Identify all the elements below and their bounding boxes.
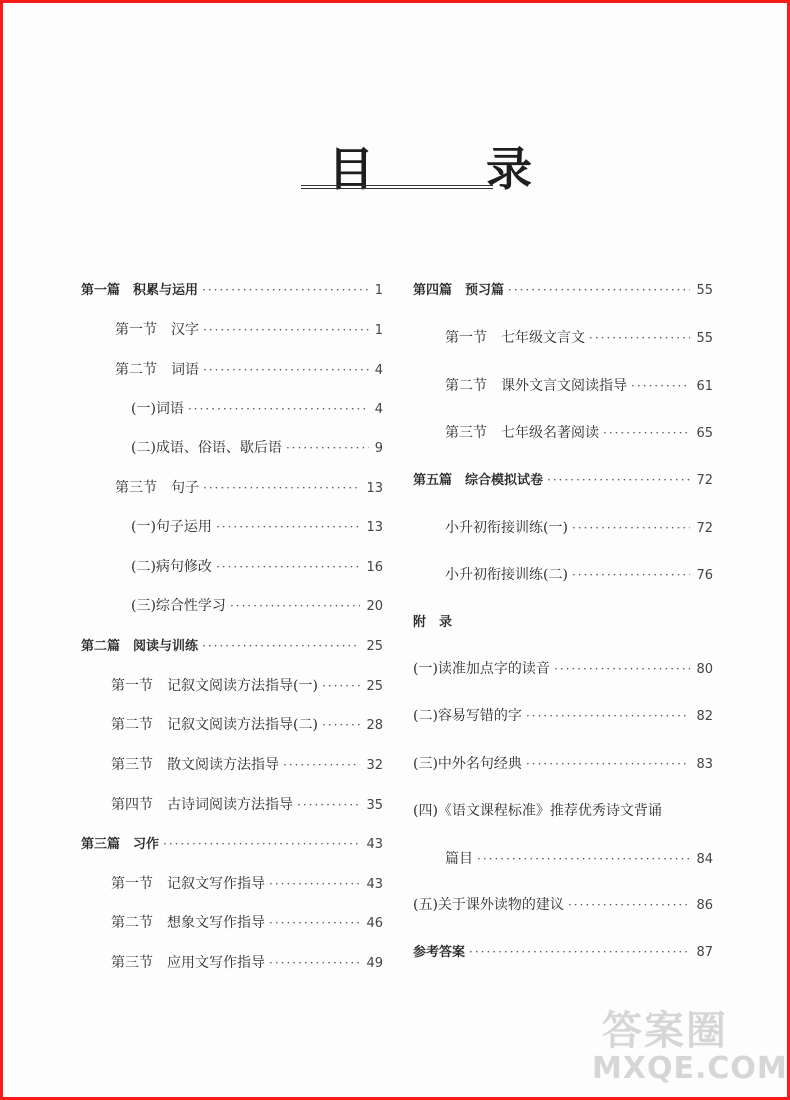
toc-entry[interactable] — [131, 556, 383, 576]
toc-entry-label: (二)成语、俗语、歇后语 — [131, 440, 282, 456]
toc-entry-label: 第一篇 积累与运用 — [81, 283, 199, 298]
toc-entry[interactable] — [445, 327, 713, 347]
toc-entry-page: 83 — [696, 757, 713, 772]
leader-dots — [203, 363, 369, 377]
toc-entry[interactable] — [115, 359, 383, 379]
toc-entry[interactable] — [445, 564, 713, 584]
toc-entry[interactable] — [413, 658, 713, 678]
toc-entry[interactable] — [413, 705, 713, 725]
toc-entry-page: 43 — [366, 877, 383, 892]
toc-entry-page: 55 — [696, 331, 713, 346]
toc-entry-label: 第三节 应用文写作指导 — [111, 955, 265, 971]
toc-entry-page: 35 — [366, 798, 383, 813]
toc-entry[interactable] — [131, 516, 383, 536]
leader-dots — [203, 481, 360, 495]
leader-dots — [547, 473, 690, 487]
toc-entry-label: 第三节 七年级名著阅读 — [445, 425, 599, 441]
toc-entry[interactable] — [413, 753, 713, 773]
toc-entry-label[interactable]: (四)《语文课程标准》推荐优秀诗文背诵 — [413, 803, 662, 819]
leader-dots — [202, 283, 369, 297]
toc-entry-page: 61 — [696, 379, 713, 394]
toc-entry[interactable] — [111, 754, 383, 774]
watermark-text: 答案圈 — [602, 1008, 728, 1054]
toc-entry-label: (二)病句修改 — [131, 559, 212, 575]
toc-entry-label: 小升初衔接训练(二) — [445, 567, 568, 583]
toc-entry-page: 49 — [366, 956, 383, 971]
toc-entry-label: 第三节 散文阅读方法指导 — [111, 757, 279, 773]
toc-entry-label: (三)中外名句经典 — [413, 756, 522, 772]
toc-entry[interactable] — [111, 714, 383, 734]
leader-dots — [188, 402, 369, 416]
leader-dots — [603, 426, 690, 440]
leader-dots — [269, 916, 360, 930]
toc-entry-page: 25 — [366, 679, 383, 694]
toc-entry[interactable] — [81, 833, 383, 852]
leader-dots — [568, 898, 691, 912]
toc-entry-page: 72 — [696, 473, 713, 488]
leader-dots — [554, 662, 691, 676]
toc-entry-label: 第一节 七年级文言文 — [445, 330, 585, 346]
toc-entry-label: 第一节 汉字 — [115, 322, 199, 338]
toc-entry[interactable] — [115, 477, 383, 497]
leader-dots — [572, 568, 691, 582]
leader-dots — [202, 639, 360, 653]
toc-entry[interactable] — [81, 279, 383, 298]
toc-entry-label: 第二节 想象文写作指导 — [111, 915, 265, 931]
leader-dots — [203, 323, 369, 337]
toc-entry[interactable] — [115, 319, 383, 339]
toc-entry-page: 43 — [366, 837, 383, 852]
toc-entry-page: 1 — [374, 323, 383, 338]
toc-entry-label: 小升初衔接训练(一) — [445, 520, 568, 536]
leader-dots — [269, 877, 360, 891]
toc-entry[interactable] — [131, 595, 383, 615]
leader-dots — [508, 283, 690, 297]
leader-dots — [230, 599, 361, 613]
toc-entry-page: 28 — [366, 718, 383, 733]
watermark-url: MXQE.COM — [592, 1051, 788, 1086]
leader-dots — [163, 837, 360, 851]
toc-entry-label: 参考答案 — [413, 945, 466, 960]
toc-entry[interactable] — [413, 941, 713, 960]
toc-entry-label: 第一节 记叙文写作指导 — [111, 876, 265, 892]
leader-dots — [216, 560, 361, 574]
toc-entry-page: 4 — [374, 363, 383, 378]
toc-entry-page: 80 — [696, 662, 713, 677]
toc-entry-label: 第五篇 综合模拟试卷 — [413, 473, 544, 488]
toc-entry-label: 篇目 — [445, 851, 473, 867]
toc-entry-label: (五)关于课外读物的建议 — [413, 897, 564, 913]
toc-entry[interactable] — [131, 398, 383, 418]
toc-entry-label: (一)读准加点字的读音 — [413, 661, 550, 677]
toc-entry-label: (一)词语 — [131, 401, 184, 417]
toc-entry-label: 第二篇 阅读与训练 — [81, 639, 199, 654]
toc-entry-page: 86 — [696, 898, 713, 913]
toc-entry-label: 第四篇 预习篇 — [413, 283, 505, 298]
leader-dots — [469, 945, 690, 959]
toc-entry[interactable] — [111, 873, 383, 893]
toc-entry-page: 87 — [696, 945, 713, 960]
toc-entry-page: 13 — [366, 520, 383, 535]
toc-entry[interactable] — [81, 635, 383, 654]
toc-entry-label: 第一节 记叙文阅读方法指导(一) — [111, 678, 318, 694]
leader-dots — [526, 757, 691, 771]
leader-dots — [526, 709, 691, 723]
toc-entry-page: 82 — [696, 709, 713, 724]
toc-entry[interactable] — [111, 912, 383, 932]
toc-entry[interactable] — [445, 848, 713, 868]
leader-dots — [216, 520, 361, 534]
toc-entry[interactable] — [445, 375, 713, 395]
toc-entry-page: 32 — [366, 758, 383, 773]
toc-entry[interactable] — [111, 675, 383, 695]
leader-dots — [572, 521, 691, 535]
toc-entry-label: 第二节 词语 — [115, 362, 199, 378]
toc-entry-label: (二)容易写错的字 — [413, 708, 522, 724]
toc-entry[interactable] — [413, 469, 713, 488]
leader-dots — [297, 798, 360, 812]
toc-entry[interactable] — [445, 422, 713, 442]
leader-dots — [322, 718, 361, 732]
toc-entry-page: 46 — [366, 916, 383, 931]
title-underline — [301, 185, 493, 189]
toc-entry[interactable] — [445, 517, 713, 537]
toc-entry-page: 20 — [366, 599, 383, 614]
leader-dots — [477, 852, 690, 866]
leader-dots — [269, 956, 360, 970]
toc-entry-page: 1 — [374, 283, 383, 298]
toc-entry[interactable] — [111, 952, 383, 972]
toc-entry-label: (三)综合性学习 — [131, 598, 226, 614]
toc-entry-page: 13 — [366, 481, 383, 496]
toc-entry-label: 第二节 记叙文阅读方法指导(二) — [111, 717, 318, 733]
leader-dots — [322, 679, 361, 693]
toc-entry-label: 第四节 古诗词阅读方法指导 — [111, 797, 293, 813]
leader-dots — [589, 331, 690, 345]
appendix-heading[interactable]: 附 录 — [413, 615, 453, 630]
toc-entry-label: 第三篇 习作 — [81, 837, 160, 852]
leader-dots — [283, 758, 360, 772]
toc-entry[interactable] — [413, 894, 713, 914]
toc-entry-page: 9 — [374, 441, 383, 456]
toc-entry-page: 16 — [366, 560, 383, 575]
toc-entry-page: 25 — [366, 639, 383, 654]
toc-entry-label: 第三节 句子 — [115, 480, 199, 496]
toc-entry-label: (一)句子运用 — [131, 519, 212, 535]
toc-entry-page: 72 — [696, 521, 713, 536]
toc-entry-page: 65 — [696, 426, 713, 441]
toc-entry-page: 84 — [696, 852, 713, 867]
toc-entry-page: 4 — [374, 402, 383, 417]
toc-entry-page: 76 — [696, 568, 713, 583]
toc-entry-page: 55 — [696, 283, 713, 298]
toc-entry[interactable] — [111, 794, 383, 814]
site-watermark — [592, 999, 788, 1089]
page-title: 目 录 — [328, 142, 581, 196]
leader-dots — [286, 441, 369, 455]
toc-entry-label: 第二节 课外文言文阅读指导 — [445, 378, 627, 394]
leader-dots — [631, 379, 690, 393]
toc-entry[interactable] — [131, 437, 383, 457]
toc-entry[interactable] — [413, 279, 713, 298]
